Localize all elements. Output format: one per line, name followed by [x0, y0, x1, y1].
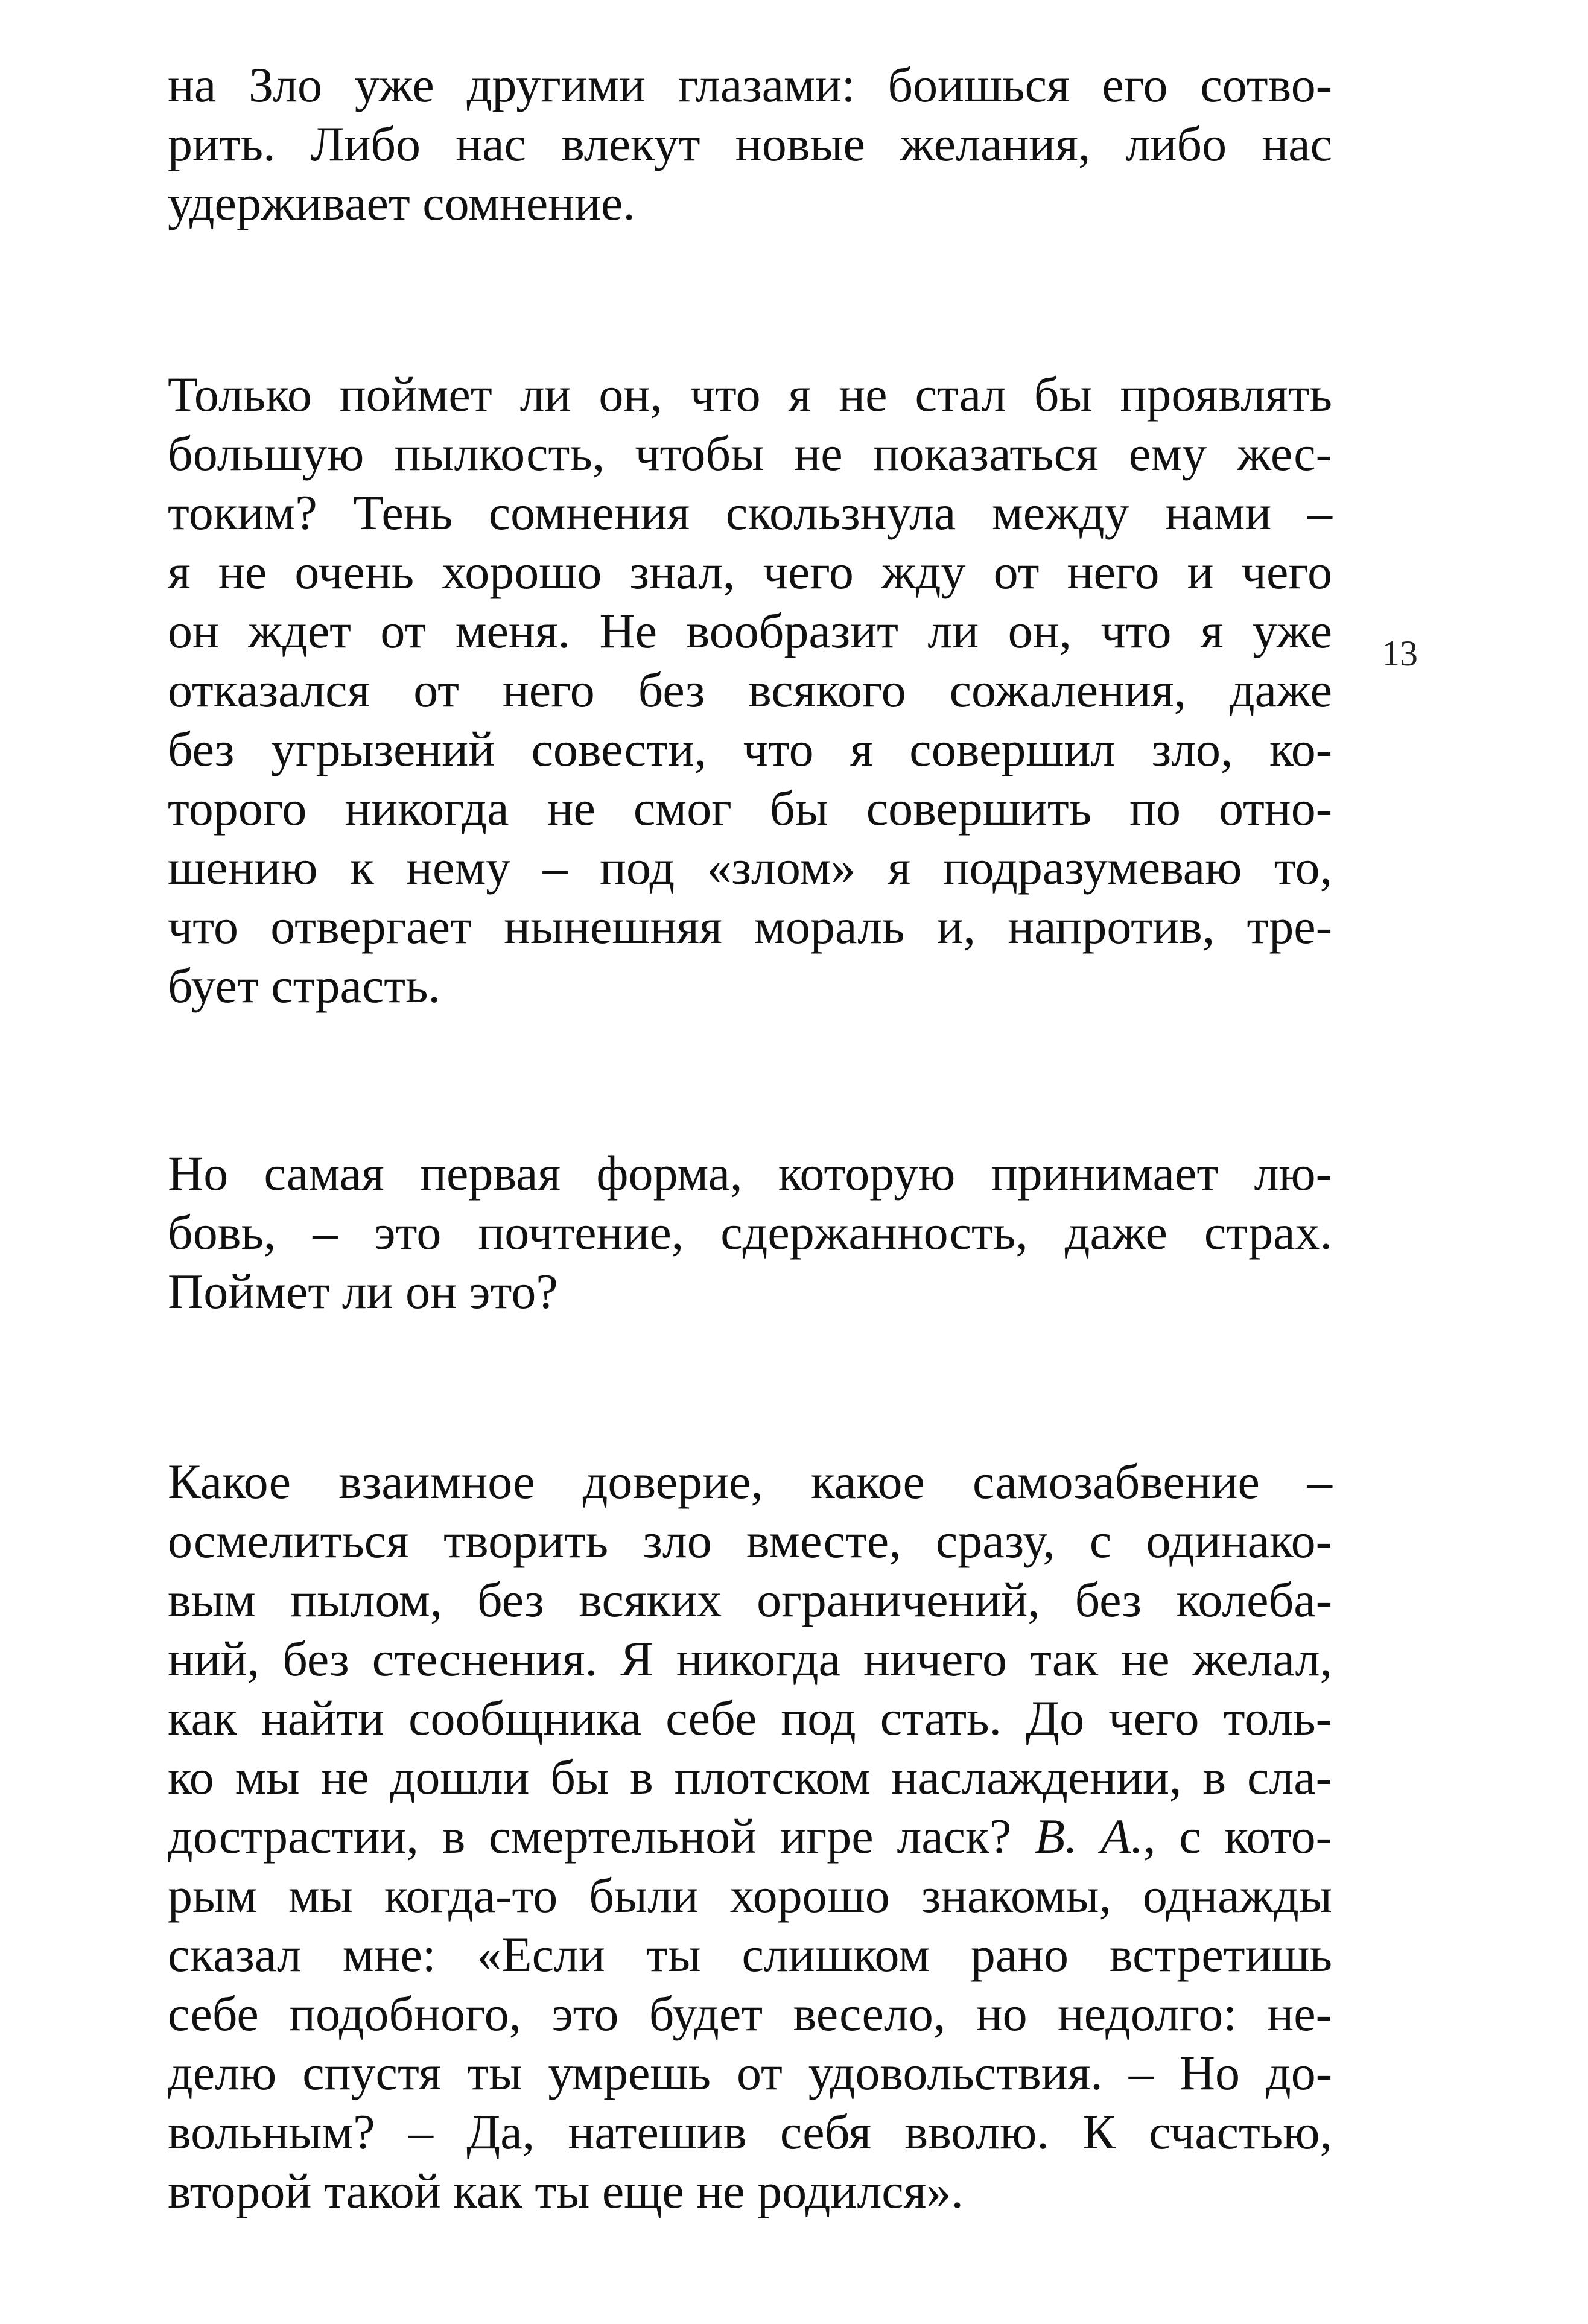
text-line: Какое взаимное доверие, какое самозабвение – — [168, 1454, 1332, 1509]
text-line: он ждет от меня. Не вообразит ли он, что я уже — [168, 603, 1332, 658]
text-line: себе подобного, это будет весело, но недолго: не- — [168, 1986, 1332, 2041]
text-line: шению к нему – под «злом» я подразумеваю то, — [168, 840, 1332, 895]
paragraph-1 — [168, 56, 1332, 233]
text-line: без угрызений совести, что я совершил зло, ко- — [168, 722, 1332, 776]
text-line: второй такой как ты еще не родился». — [168, 2164, 964, 2218]
paragraph-4 — [168, 1452, 1332, 2221]
text-line: бует страсть. — [168, 958, 441, 1013]
paragraph-2 — [168, 365, 1332, 1015]
text-line: что отвергает нынешняя мораль и, напротив, тре- — [168, 899, 1332, 954]
text-line: на Зло уже другими глазами: боишься его сотво- — [168, 57, 1332, 112]
text-line: бовь, – это почтение, сдержанность, даже страх. — [168, 1205, 1332, 1260]
text-line: я не очень хорошо знал, чего жду от него и чего — [168, 544, 1332, 599]
text-line: вым пылом, без всяких ограничений, без колеба- — [168, 1572, 1332, 1627]
text-line: осмелиться творить зло вместе, сразу, с одинако- — [168, 1513, 1332, 1568]
text-line: делю спустя ты умрешь от удовольствия. – Но до- — [168, 2045, 1332, 2100]
text-line: вольным? – Да, натешив себя вволю. К счастью, — [168, 2104, 1332, 2159]
text-line: как найти сообщника себе под стать. До чего толь- — [168, 1691, 1332, 1745]
text-line: Но самая первая форма, которую принимает лю- — [168, 1146, 1332, 1201]
text-line: отказался от него без всякого сожаления, даже — [168, 662, 1332, 717]
text-line: ний, без стеснения. Я никогда ничего так не желал, — [168, 1631, 1332, 1686]
text-line: торого никогда не смог бы совершить по отно- — [168, 781, 1332, 836]
text-line-with-italic — [168, 1807, 1332, 1866]
text-line: сказал мне: «Если ты слишком рано встретишь — [168, 1927, 1332, 1982]
text-line: большую пылкость, чтобы не показаться ему жес- — [168, 426, 1332, 481]
text-line: ко мы не дошли бы в плотском наслаждении, в сла- — [168, 1750, 1332, 1805]
text-line: рым мы когда-то были хорошо знакомы, однажды — [168, 1868, 1332, 1923]
paragraph-3 — [168, 1144, 1332, 1321]
italic-initials: В. А. — [1035, 1809, 1143, 1864]
text-line: Поймет ли он это? — [168, 1264, 558, 1319]
text-segment: , с кото- — [1143, 1809, 1332, 1864]
text-line: удерживает сомнение. — [168, 176, 635, 230]
page-number: 13 — [1382, 633, 1418, 673]
text-line: токим? Тень сомнения скользнула между нами – — [168, 485, 1332, 540]
text-line: Только поймет ли он, что я не стал бы проявлять — [168, 367, 1332, 422]
text-segment: дострастии, в смертельной игре ласк? — [168, 1809, 1012, 1864]
text-line: рить. Либо нас влекут новые желания, либо нас — [168, 116, 1332, 171]
